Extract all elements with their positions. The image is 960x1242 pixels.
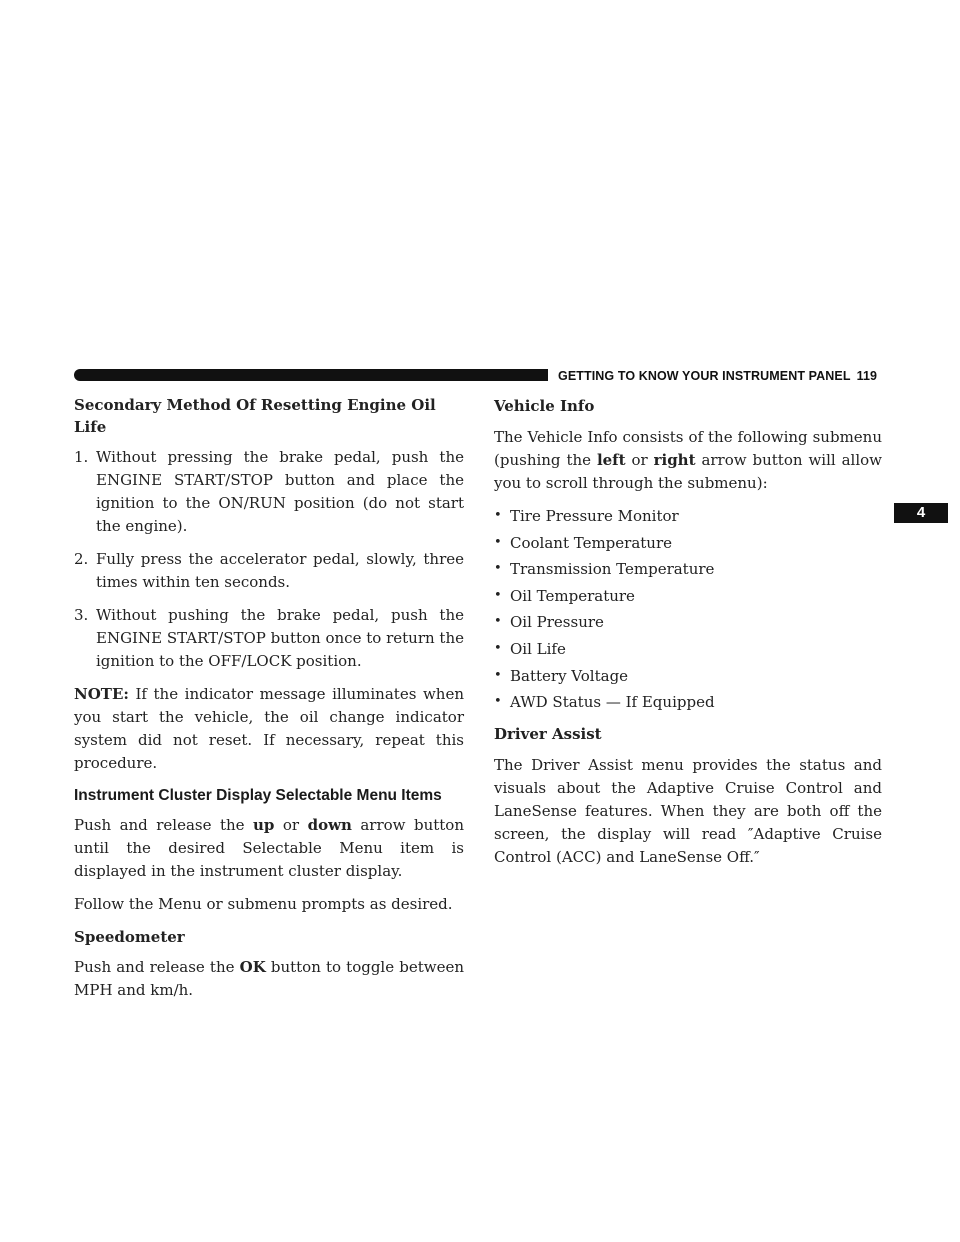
list-item-text: Oil Pressure bbox=[510, 613, 604, 632]
list-item-text: Oil Temperature bbox=[510, 586, 635, 605]
secondary-method-heading: Secondary Method Of Resetting Engine Oil Life bbox=[74, 396, 436, 436]
step-text: Without pushing the brake pedal, push the ENGINE START/STOP button once to return the ignition to the OFF/LOCK position. bbox=[96, 606, 464, 670]
step-text: Without pressing the brake pedal, push the ENGINE START/STOP button and place the ignition to the ON/RUN position (do not start the engine). bbox=[96, 448, 464, 535]
list-item-text: Oil Life bbox=[510, 639, 566, 658]
driver-assist-paragraph: The Driver Assist menu provides the status and visuals about the Adaptive Cruise Control and LaneSense features. When they are both off the screen, the display will read ″Adaptive Cruise Control (ACC) and LaneSense Off.″ bbox=[494, 755, 882, 866]
keyword-right: right bbox=[653, 451, 696, 469]
keyword-ok: OK bbox=[239, 958, 266, 976]
text-run: or bbox=[274, 816, 308, 834]
list-item-text: Coolant Temperature bbox=[510, 533, 673, 552]
chapter-tab: 4 bbox=[894, 503, 948, 523]
text-run: arrow button until the desired Selectable Menu item is displayed in the instrument cluster display. bbox=[74, 816, 464, 880]
running-header bbox=[558, 369, 877, 383]
menu-paragraph bbox=[74, 814, 464, 883]
reset-steps bbox=[74, 446, 464, 673]
follow-prompts-paragraph: Follow the Menu or submenu prompts as desired. bbox=[74, 895, 453, 913]
list-item bbox=[494, 611, 882, 638]
page-number: 119 bbox=[856, 369, 878, 383]
bullet-icon: • bbox=[494, 508, 502, 523]
step-item bbox=[74, 446, 464, 538]
note-paragraph bbox=[74, 683, 464, 775]
keyword-up: up bbox=[253, 816, 275, 834]
list-item-text: Tire Pressure Monitor bbox=[510, 507, 679, 525]
bullet-icon: • bbox=[494, 667, 502, 683]
text-run: Push and release the bbox=[74, 958, 240, 976]
speedometer-heading: Speedometer bbox=[74, 928, 185, 946]
bullet-icon: • bbox=[494, 694, 502, 710]
note-label: NOTE: bbox=[74, 685, 129, 703]
bullet-icon: • bbox=[494, 534, 502, 550]
step-number: 1. bbox=[74, 448, 89, 466]
driver-assist-heading: Driver Assist bbox=[494, 724, 602, 743]
list-item bbox=[494, 532, 882, 559]
list-item bbox=[494, 558, 882, 585]
text-run: or bbox=[625, 451, 654, 469]
step-text: Fully press the accelerator pedal, slowly, three times within ten seconds. bbox=[96, 550, 464, 591]
step-item bbox=[74, 604, 464, 673]
vehicle-info-list bbox=[494, 505, 882, 718]
list-item bbox=[494, 505, 882, 532]
section-heading: Instrument Cluster Display Selectable Menu Items bbox=[74, 787, 442, 804]
right-column bbox=[494, 394, 882, 879]
list-item bbox=[494, 638, 882, 665]
step-item bbox=[74, 548, 464, 594]
step-number: 3. bbox=[74, 606, 89, 624]
list-item bbox=[494, 585, 882, 612]
text-run: Push and release the bbox=[74, 816, 254, 834]
bullet-icon: • bbox=[494, 614, 502, 630]
bullet-icon: • bbox=[494, 561, 502, 577]
keyword-down: down bbox=[307, 816, 352, 834]
step-number: 2. bbox=[74, 550, 89, 568]
text-run: button to toggle between MPH and km/h. bbox=[74, 958, 464, 999]
text-run: arrow button will allow you to scroll through the submenu): bbox=[494, 451, 882, 492]
list-item bbox=[494, 665, 882, 692]
bullet-icon: • bbox=[494, 587, 502, 603]
text-run: The Vehicle Info consists of the following submenu (pushing the bbox=[494, 428, 882, 469]
speedometer-paragraph bbox=[74, 956, 464, 1002]
left-column bbox=[74, 394, 464, 1012]
vehicle-info-heading: Vehicle Info bbox=[494, 397, 595, 415]
bullet-icon: • bbox=[494, 640, 502, 656]
list-item-text: Battery Voltage bbox=[510, 666, 629, 685]
note-text: If the indicator message illuminates when you start the vehicle, the oil change indicator system did not reset. If necessary, repeat this procedure. bbox=[74, 685, 464, 772]
header-title: GETTING TO KNOW YOUR INSTRUMENT PANEL bbox=[558, 369, 851, 383]
list-item-text: AWD Status — If Equipped bbox=[510, 693, 715, 712]
vehicle-info-paragraph bbox=[494, 426, 882, 495]
keyword-left: left bbox=[596, 451, 626, 469]
header-rule bbox=[74, 369, 548, 381]
list-item bbox=[494, 691, 882, 718]
list-item-text: Transmission Temperature bbox=[510, 560, 715, 579]
